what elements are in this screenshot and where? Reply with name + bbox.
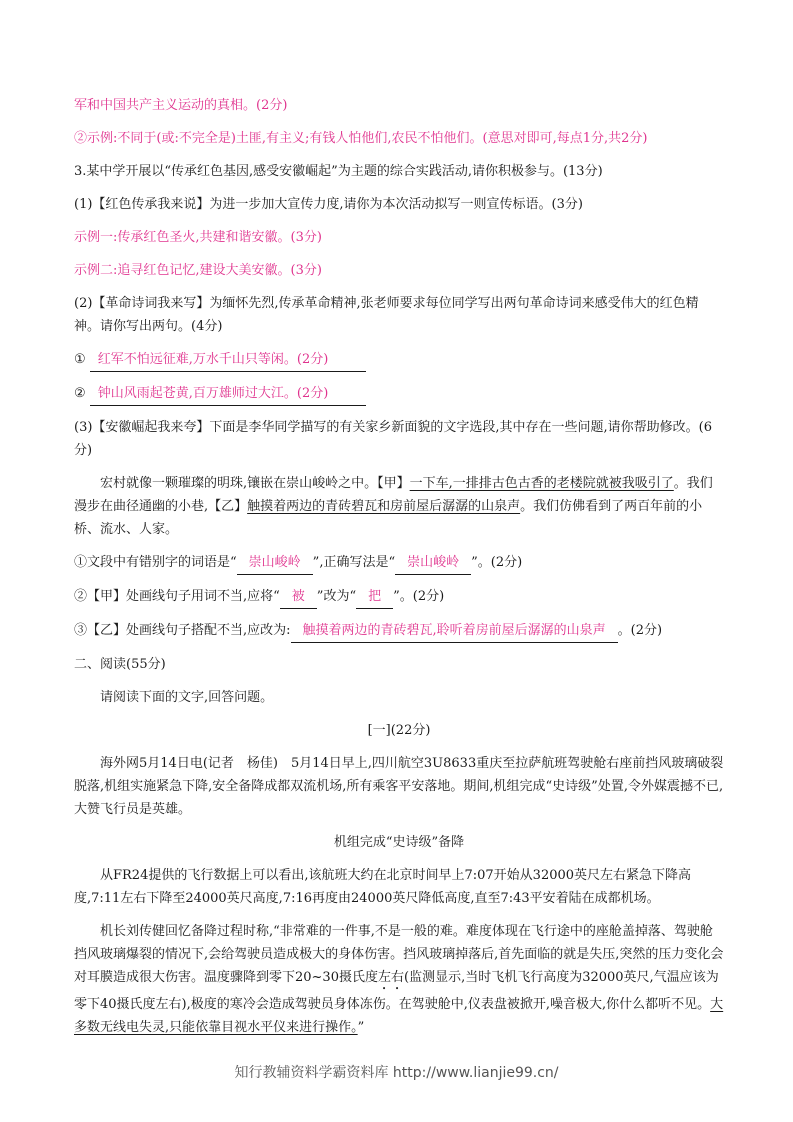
sub-question-1-text-a: ①文段中有错别字的词语是“ bbox=[74, 555, 237, 570]
sub-question-3 bbox=[74, 619, 724, 643]
sub-question-1-text-c: ”,正确写法是“ bbox=[312, 555, 396, 570]
passage-post: 。我们仿佛看到了两百年前的小桥、流水、人家。 bbox=[74, 499, 703, 537]
sub-question-2-text-e: ”。(2分) bbox=[393, 589, 445, 604]
question-3-3: (3)【安徽崛起我来夸】下面是李华同学描写的有关家乡新面貌的文字选段,其中存在一些问题,请你帮助修改。(6分) bbox=[74, 420, 713, 458]
poem-answer-1-text: 红军不怕远征难,万水千山只等闲。(2分) bbox=[90, 348, 366, 372]
passage-pre: 宏村就像一颗璀璨的明珠,镶嵌在崇山峻岭之中。【甲】 bbox=[100, 476, 410, 491]
section-2-heading: 二、阅读(55分) bbox=[74, 657, 166, 672]
poem-answer-2-text: 钟山风雨起苍黄,百万雄师过大江。(2分) bbox=[90, 382, 366, 406]
passage-paragraph bbox=[74, 472, 724, 541]
document-page bbox=[74, 94, 724, 1049]
news-paragraph-3 bbox=[74, 920, 724, 1039]
news-paragraph-3-underlined: 大多数无线电失灵,只能依靠目视水平仪来进行操作。 bbox=[74, 997, 724, 1035]
news-paragraph-3-dotted-word: 左右 bbox=[377, 970, 404, 985]
reading-intro: 请阅读下面的文字,回答问题。 bbox=[100, 690, 274, 705]
news-paragraph-1: 海外网5月14日电(记者 杨佳) 5月14日早上,四川航空3U8633重庆至拉萨航班驾驶舱右座前挡风玻璃破裂脱落,机组实施紧急下降,安全备降成都双流机场,所有乘客平安落地。期间,机组完成“史诗级”处置,令外媒震撼不已,大赞飞行员是英雄。 bbox=[74, 756, 724, 817]
sub-question-2 bbox=[74, 585, 724, 609]
poem-answer-1-mark: ① bbox=[74, 352, 86, 367]
poem-answer-2 bbox=[74, 382, 724, 406]
passage-jia-underlined: 一下车,一排排古色古香的老楼院就被我吸引了 bbox=[409, 476, 674, 491]
news-subheading: 机组完成“史诗级”备降 bbox=[333, 835, 465, 850]
sub-question-3-text-c: 。(2分) bbox=[617, 623, 663, 638]
sub-question-1-text-e: ”。(2分) bbox=[471, 555, 523, 570]
answer-line-1: 军和中国共产主义运动的真相。(2分) bbox=[74, 98, 288, 113]
news-paragraph-3-text-a: 机长刘传健回忆备降过程时称,“非常难的一件事,不是一般的难。难度体现在飞行途中的座舱盖掉落、驾驶舱挡风玻璃爆裂的情况下,会给驾驶员造成极大的身体伤害。挡风玻璃掉落后,首先面临的就是失压,突然的压力变化会对耳膜造成很大伤害。温度骤降到零下20~30摄氏度 bbox=[74, 924, 724, 985]
poem-answer-1 bbox=[74, 348, 724, 372]
sub-question-2-blank-to: 把 bbox=[356, 585, 393, 609]
poem-answer-2-mark: ② bbox=[74, 386, 86, 401]
news-paragraph-2: 从FR24提供的飞行数据上可以看出,该航班大约在北京时间早上7:07开始从32000英尺左右紧急下降高度,7:11左右下降至24000英尺高度,7:16再度由24000英尺降低高度,直至7:43平安着陆在成都机场。 bbox=[74, 868, 692, 906]
news-paragraph-3-text-c: ” bbox=[357, 1020, 365, 1035]
sub-question-1 bbox=[74, 551, 724, 575]
question-3-1: (1)【红色传承我来说】为进一步加大宣传力度,请你为本次活动拟写一则宣传标语。(3分) bbox=[74, 197, 583, 212]
example-answer-1: 示例一:传承红色圣火,共建和谐安徽。(3分) bbox=[74, 230, 322, 245]
sub-question-1-blank-wrong: 崇山峻岭 bbox=[237, 551, 313, 575]
footer-watermark: 知行教辅资料学霸资料库 http://www.lianjie99.cn/ bbox=[234, 1065, 559, 1081]
passage-mid: 。我们漫步在曲径通幽的小巷,【乙】 bbox=[74, 476, 713, 514]
sub-question-3-blank-answer: 触摸着两边的青砖碧瓦,聆听着房前屋后潺潺的山泉声 bbox=[291, 619, 618, 643]
sub-question-2-blank-from: 被 bbox=[280, 585, 317, 609]
part-1-heading: [一](22分) bbox=[367, 723, 431, 738]
question-3: 3.某中学开展以“传承红色基因,感受安徽崛起”为主题的综合实践活动,请你积极参与。(13分) bbox=[74, 164, 603, 179]
sub-question-1-blank-correct: 崇山峻岭 bbox=[395, 551, 471, 575]
news-paragraph-3-text-b: (监测显示,当时飞机飞行高度为32000英尺,气温应该为零下40摄氏度左右),极度的寒冷会造成驾驶员身体冻伤。在驾驶舱中,仪表盘被掀开,噪音极大,你什么都听不见。 bbox=[74, 970, 719, 1012]
answer-line-2: ②示例:不同于(或:不完全是)土匪,有主义;有钱人怕他们,农民不怕他们。(意思对即可,每点1分,共2分) bbox=[74, 131, 648, 146]
sub-question-3-text-a: ③【乙】处画线句子搭配不当,应改为: bbox=[74, 623, 291, 638]
example-answer-2: 示例二:追寻红色记忆,建设大美安徽。(3分) bbox=[74, 263, 322, 278]
sub-question-2-text-c: ”改为“ bbox=[316, 589, 357, 604]
sub-question-2-text-a: ②【甲】处画线句子用词不当,应将“ bbox=[74, 589, 280, 604]
passage-yi-underlined: 触摸着两边的青砖碧瓦和房前屋后潺潺的山泉声 bbox=[247, 499, 521, 514]
question-3-2: (2)【革命诗词我来写】为缅怀先烈,传承革命精神,张老师要求每位同学写出两句革命诗词来感受伟大的红色精神。请你写出两句。(4分) bbox=[74, 296, 699, 334]
